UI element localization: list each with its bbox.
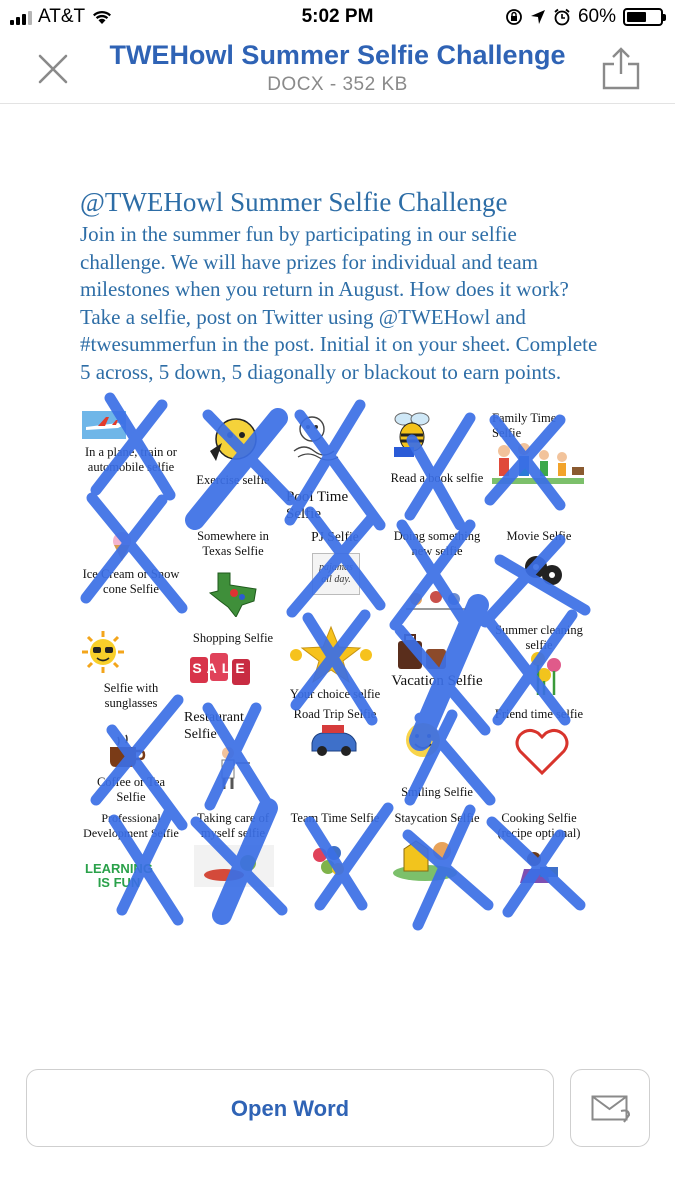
- suitcase-icon: [396, 633, 450, 671]
- grid-cell: [80, 699, 182, 804]
- grid-cell: [488, 699, 590, 797]
- document-preview[interactable]: [0, 105, 675, 1055]
- grid-cell: [386, 405, 488, 503]
- film-reel-icon: [522, 555, 562, 589]
- pool-cartoon-icon: [288, 411, 344, 463]
- grid-cell: [284, 699, 386, 797]
- grid-cell: [182, 503, 284, 601]
- grid-cell: [284, 797, 386, 895]
- cell-label: Pool Time Selfie: [286, 489, 349, 522]
- grid-cell: [182, 797, 284, 895]
- battery-percent: 60%: [577, 6, 616, 27]
- location-icon: [530, 9, 546, 25]
- grid-cell: [386, 503, 488, 601]
- exercise-cartoon-icon: [202, 413, 262, 468]
- pajamas-sign-text: pajamas all day.: [319, 562, 353, 585]
- reading-girl-icon: [510, 849, 570, 889]
- grid-cell: [488, 503, 590, 601]
- cell-label: Ice Cream or Snow cone Selfie: [82, 567, 180, 596]
- grid-cell: [488, 601, 590, 699]
- waiter-icon: [206, 743, 252, 789]
- cell-label: Exercise selfie: [196, 473, 270, 487]
- sun-smile-icon: [400, 717, 446, 763]
- team-icon: [308, 841, 348, 881]
- grid-cell: [80, 797, 182, 895]
- document-heading: @TWEHowl Summer Selfie Challenge: [80, 187, 508, 217]
- mail-icon: [591, 1095, 631, 1123]
- grid-cell: [284, 503, 386, 601]
- cell-label: Somewhere in Texas Selfie: [197, 529, 269, 558]
- cell-label: Family Time Selfie: [492, 411, 557, 440]
- close-icon[interactable]: [34, 50, 72, 88]
- clock: 5:02 PM: [301, 6, 374, 27]
- grid-cell: [182, 699, 284, 797]
- cell-label: Your choice selfie: [289, 687, 381, 701]
- orientation-lock-icon: [505, 8, 523, 26]
- car-icon: [308, 723, 360, 759]
- cell-label: PJ Selfie: [311, 529, 359, 544]
- share-icon[interactable]: [601, 46, 641, 90]
- coffee-cup-icon: [106, 733, 146, 769]
- grid-cell: [386, 601, 488, 699]
- ice-cream-icon: [106, 531, 138, 561]
- document-type-size: DOCX - 352 KB: [267, 74, 408, 95]
- selfie-bingo-grid: [80, 405, 590, 895]
- cell-label: In a plane, train or automobile selfie: [85, 445, 177, 474]
- cell-label: Team Time Selfie: [290, 811, 380, 825]
- grid-cell: [284, 601, 386, 699]
- battery-fill: [627, 12, 646, 22]
- cell-label: Cooking Selfie (recipe optional): [497, 811, 581, 840]
- cell-label: Restaurant Selfie: [184, 710, 244, 742]
- star-icon: [288, 625, 374, 685]
- carrier-name: AT&T: [38, 6, 86, 27]
- grid-cell: [80, 405, 182, 503]
- cell-label: Doing something new selfie: [393, 529, 481, 558]
- viewer-header: [0, 36, 675, 104]
- heart-icon: [514, 727, 570, 777]
- grid-cell: [80, 503, 182, 601]
- grid-cell: [488, 405, 590, 503]
- learning-letters-text: LEARNING IS FUN: [85, 861, 153, 890]
- flowers-icon: [528, 649, 564, 697]
- cell-label: Selfie with sunglasses: [103, 681, 159, 710]
- grid-cell: [488, 797, 590, 895]
- cell-label: Shopping Selfie: [192, 631, 274, 645]
- grid-cell: [284, 405, 386, 522]
- staycation-icon: [392, 835, 458, 881]
- grid-cell: [182, 405, 284, 503]
- cell-label: Vacation Selfie: [391, 673, 483, 689]
- battery-icon: [623, 8, 663, 26]
- airplane-icon: [82, 411, 126, 439]
- status-bar: [0, 0, 675, 36]
- document-body: Join in the summer fun by participating in our selfie challenge. We will have prizes for individual and team milestones when you return in August. How does it work? Take a selfie, post on Twitter using @TWEHowl and #twesummerfun in the post. Initial it on your sheet. Complete 5 across, 5 down, 5 diagonally or blackout to earn points.: [80, 222, 598, 384]
- cell-label: Road Trip Selfie: [293, 707, 377, 721]
- grid-cell: [386, 699, 488, 797]
- cell-label: Friend time selfie: [494, 707, 584, 721]
- care-icon: [194, 845, 274, 887]
- status-icons: [505, 6, 663, 28]
- mail-attachment-button[interactable]: [570, 1069, 650, 1147]
- cell-label: Smiling Selfie: [401, 785, 473, 799]
- bee-book-icon: [390, 409, 440, 459]
- cell-label: Coffee or Tea Selfie: [96, 775, 166, 804]
- grid-cell: [182, 601, 284, 699]
- cell-label: Taking care of myself selfie: [196, 811, 269, 840]
- cell-label: Staycation Selfie: [394, 811, 480, 825]
- grid-cell: [386, 797, 488, 895]
- sale-tag-text: SALE: [192, 660, 250, 676]
- document-title: TWEHowl Summer Selfie Challenge: [109, 40, 566, 70]
- cell-label: Professional Development Selfie: [83, 811, 179, 840]
- open-word-button[interactable]: Open Word: [26, 1069, 554, 1147]
- alarm-icon: [553, 8, 571, 26]
- cell-label: Read a book selfie: [390, 471, 484, 485]
- grid-cell: [80, 601, 182, 710]
- family-icon: [492, 441, 584, 493]
- cell-label: Summer cleaning selfie: [495, 623, 583, 652]
- sun-sunglasses-icon: [80, 631, 126, 673]
- cell-label: Movie Selfie: [506, 529, 572, 543]
